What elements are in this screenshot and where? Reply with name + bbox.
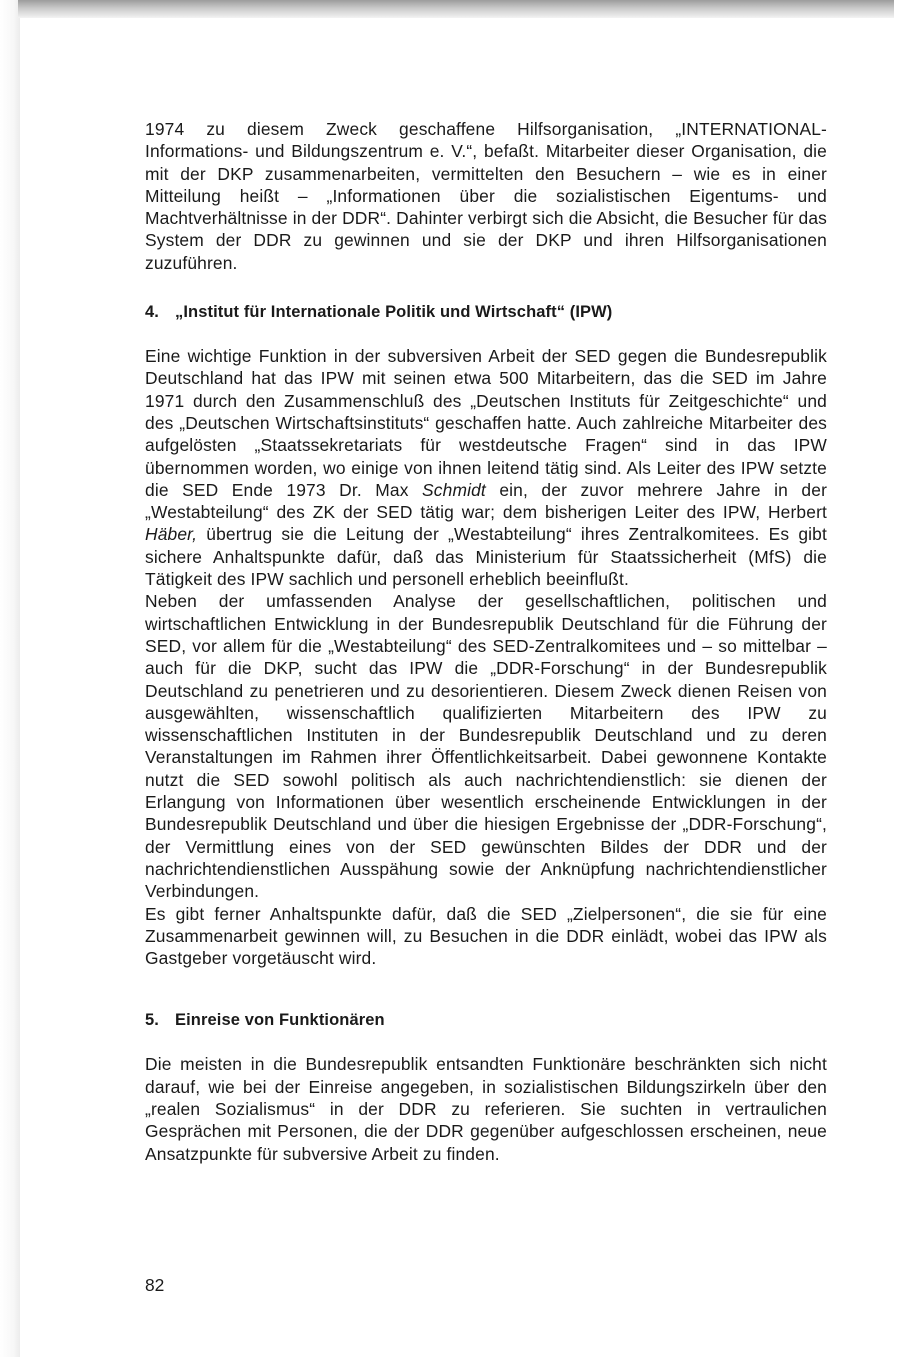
scan-shadow-left xyxy=(0,0,20,1357)
section-4-paragraph-2: Neben der umfassenden Analyse der gesellschaftlichen, politischen und wirtschaftlichen Entwicklung in der Bundesrepublik Deutschland für die Führung der SED, vor allem für die „Westabteilung“ des SED-Zentralkomitees und – so mittelbar – auch für die DKP, sucht das IPW die „DDR-Forschung“ in der Bundesrepublik Deutschland zu penetrieren und zu desorientieren. Diesem Zweck dienen Reisen von ausgewählten, wissenschaftlich qualifizierten Mitarbeitern des IPW zu wissenschaftlichen Instituten in der Bundesrepublik Deutschland und zu deren Veranstaltungen im Rahmen ihrer Öffentlichkeitsarbeit. Dabei gewonnene Kontakte nutzt die SED sowohl politisch als auch nachrichtendienstlich: sie dienen der Erlangung von Informationen über wesentlich erscheinende Entwicklungen in der Bundesrepublik Deutschland und über die hiesigen Ergebnisse der „DDR-Forschung“, der Vermittlung eines von der SED gewünschten Bildes der DDR und der nachrichtendienstlichen Ausspähung sowie der Anknüpfung nachrichtendienstlicher Verbindungen. xyxy=(145,591,827,902)
section-5-paragraph-1: Die meisten in die Bundesrepublik entsandten Funktionäre beschränkten sich nicht darauf, wie bei der Einreise angegeben, in sozialistischen Bildungszirkeln über den „realen Sozialismus“ in der DDR zu referieren. Sie suchten in vertraulichen Gesprächen mit Personen, die der DDR gegenüber aufgeschlossen erscheinen, neue Ansatzpunkte für subversive Arbeit zu finden. xyxy=(145,1054,827,1164)
section-4-paragraph-1-part-2: ein, der zuvor mehrere Jahre in der „Westabteilung“ des ZK der SED tätig war; dem bisherigen Leiter des IPW, Herbert xyxy=(145,479,828,523)
document-page xyxy=(145,118,827,1165)
section-4-paragraph-3: Es gibt ferner Anhaltspunkte dafür, daß die SED „Zielpersonen“, die sie für eine Zusammenarbeit gewinnen will, zu Besuchen in die DDR einlädt, wobei das IPW als Gastgeber vorgetäuscht wird. xyxy=(145,903,827,969)
scan-shadow-top xyxy=(18,0,894,18)
section-4-paragraph-1-part-3: übertrug sie die Leitung der „Westabteilung“ ihres Zentralkomitees. Es gibt sichere Anhaltspunkte dafür, daß das Ministerium für Staatssicherheit (MfS) die Tätigkeit des IPW sachlich und personell erheblich beeinflußt. xyxy=(145,524,827,590)
section-5-number: 5. xyxy=(145,1011,159,1030)
section-5-title: Einreise von Funktionären xyxy=(175,1011,385,1030)
page-number: 82 xyxy=(145,1275,165,1295)
section-5-heading xyxy=(145,1009,827,1031)
section-4-heading xyxy=(145,301,827,323)
name-haeber: Häber, xyxy=(145,524,198,545)
section-4-paragraph-1-part-1: Eine wichtige Funktion in der subversiven Arbeit der SED gegen die Bundesrepublik Deutschland hat das IPW mit seinen etwa 500 Mitarbeitern, das die SED im Jahre 1971 durch den Zusammenschluß des „Deutschen Instituts für Zeitgeschichte“ und des „Deutschen Wirtschaftsinstituts“ geschaffen hatte. Auch zahlreiche Mitarbeiter des aufgelösten „Staatssekretariats für westdeutsche Fragen“ sind in das IPW übernommen worden, wo einige von ihnen leitend tätig sind. Als Leiter des IPW setzte die SED Ende 1973 Dr. Max xyxy=(145,346,827,500)
intro-paragraph: 1974 zu diesem Zweck geschaffene Hilfsorganisation, „INTERNATIONAL-Informations- und Bildungszentrum e. V.“, befaßt. Mitarbeiter dieser Organisation, die mit der DKP zusammenarbeiten, vermittelten den Besuchern – wie es in einer Mitteilung heißt – „Informationen über die sozialistischen Eigentums- und Machtverhältnisse in der DDR“. Dahinter verbirgt sich die Absicht, die Besucher für das System der DDR zu gewinnen und sie der DKP und ihren Hilfsorganisationen zuzuführen. xyxy=(145,119,827,273)
section-4-number: 4. xyxy=(145,303,159,322)
section-4-title: „Institut für Internationale Politik und Wirtschaft“ (IPW) xyxy=(175,303,613,322)
section-4-paragraph-1 xyxy=(145,345,827,590)
name-schmidt: Schmidt xyxy=(422,479,486,500)
